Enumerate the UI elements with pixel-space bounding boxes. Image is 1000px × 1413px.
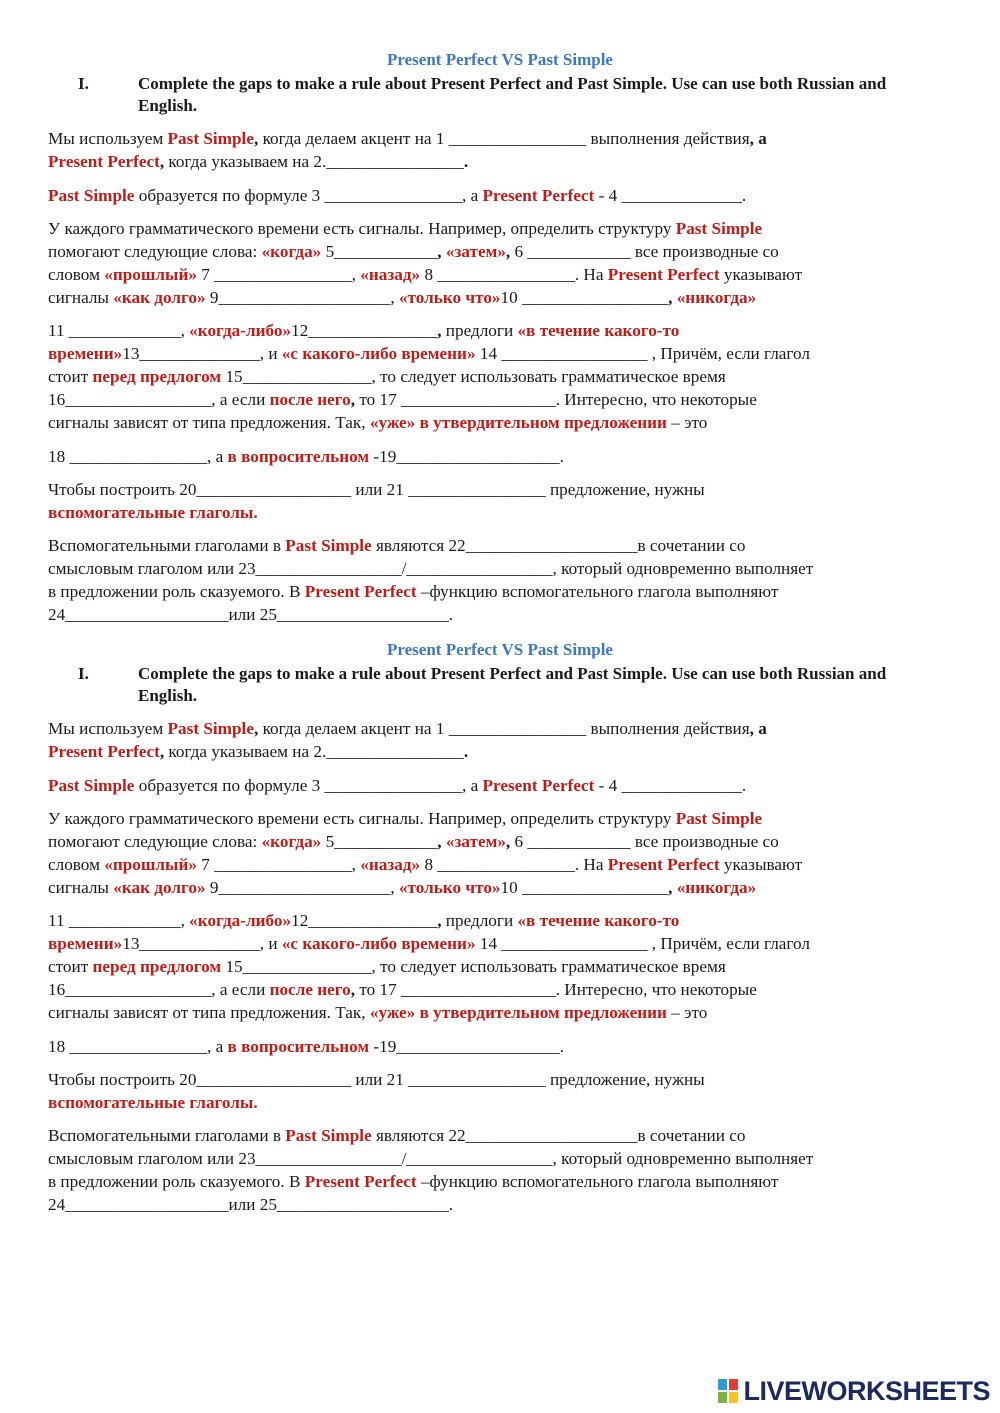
highlight-term: «как долго» <box>113 288 206 307</box>
text: 11 _____________, <box>48 911 190 930</box>
highlight-term: «назад» <box>360 265 421 284</box>
highlight-term: перед предлогом <box>92 957 222 976</box>
text-line <box>48 909 942 932</box>
highlight-term: Past Simple <box>285 536 372 555</box>
text: 5____________ <box>321 832 438 851</box>
paragraph-5 <box>0 445 1000 468</box>
logo-cube <box>717 1378 728 1391</box>
paragraph-6 <box>0 478 1000 524</box>
text: указывают <box>719 265 803 284</box>
paragraph-2 <box>0 184 1000 207</box>
highlight-term: в вопросительном <box>227 447 370 466</box>
text: сигналы <box>48 288 114 307</box>
bold-text: , <box>159 742 165 761</box>
text: 5____________ <box>321 242 438 261</box>
text: помогают следующие слова: <box>48 832 262 851</box>
text: 12_______________ <box>291 321 438 340</box>
highlight-term: «уже» в утвердительном предложении <box>369 1003 667 1022</box>
bold-text: , <box>159 152 165 171</box>
text: – это <box>666 413 708 432</box>
highlight-term: Present Perfect <box>48 742 160 761</box>
highlight-term: «никогда» <box>676 878 757 897</box>
text-line <box>48 501 942 524</box>
text-line <box>48 217 942 240</box>
instruction-text: Complete the gaps to make a rule about Present Perfect and Past Simple. Use can use both Russian and English. <box>138 664 887 705</box>
text: 14 _________________ , Причём, если глагол <box>475 934 810 953</box>
text: 7 ________________, <box>196 855 361 874</box>
highlight-term: «уже» в утвердительном предложении <box>369 413 667 432</box>
text: сигналы зависят от типа предложения. Так, <box>48 413 370 432</box>
logo-text: LIVEWORKSHEETS <box>743 1376 990 1406</box>
highlight-term: Past Simple <box>48 186 135 205</box>
text: –функцию вспомогательного глагола выполняют <box>416 582 779 601</box>
text: стоит <box>48 957 93 976</box>
text: когда указываем на 2.________________ <box>164 152 464 171</box>
text: стоит <box>48 367 93 386</box>
text-line <box>48 150 942 173</box>
text-line <box>48 534 942 557</box>
text: 10 _________________ <box>500 288 669 307</box>
text-line <box>48 603 942 626</box>
highlight-term: Past Simple <box>285 1126 372 1145</box>
text: 12_______________ <box>291 911 438 930</box>
text: образуется по формуле 3 ________________, а <box>134 186 483 205</box>
text: словом <box>48 855 105 874</box>
text-line <box>48 1068 942 1091</box>
text-line <box>48 580 942 603</box>
text-line <box>48 717 942 740</box>
highlight-term: Present Perfect <box>304 582 417 601</box>
paragraph-7 <box>0 1124 1000 1216</box>
text: У каждого грамматического времени есть сигналы. Например, определить структуру <box>48 219 676 238</box>
paragraph-2 <box>0 774 1000 797</box>
highlight-term: Past Simple <box>675 809 763 828</box>
text-line <box>48 1193 942 1216</box>
text: У каждого грамматического времени есть сигналы. Например, определить структуру <box>48 809 676 828</box>
bold-text: . <box>463 742 469 761</box>
text: Чтобы построить 20__________________ или 21 ________________ предложение, нужны <box>48 1070 705 1089</box>
instruction <box>78 663 942 707</box>
text-line <box>48 853 942 876</box>
text: сигналы <box>48 878 114 897</box>
text-line <box>48 1147 942 1170</box>
highlight-term: времени» <box>48 344 123 363</box>
text-line <box>48 1170 942 1193</box>
logo-cube <box>728 1378 739 1391</box>
highlight-term: вспомогательные глаголы. <box>48 503 258 522</box>
highlight-term: перед предлогом <box>92 367 222 386</box>
highlight-term: «только что» <box>398 878 501 897</box>
text-line <box>48 1091 942 1114</box>
bold-text: , <box>350 390 356 409</box>
text: 11 _____________, <box>48 321 190 340</box>
highlight-term: «назад» <box>360 855 421 874</box>
text: –функцию вспомогательного глагола выполняют <box>416 1172 779 1191</box>
text: 6 ____________ все производные со <box>510 242 779 261</box>
text-line <box>48 342 942 365</box>
text-line <box>48 1035 942 1058</box>
text-line <box>48 932 942 955</box>
bold-text: . <box>463 152 469 171</box>
text: 18 ________________, а <box>48 1037 228 1056</box>
text: 16_________________, а если <box>48 390 270 409</box>
text: словом <box>48 265 105 284</box>
highlight-term: «прошлый» <box>104 265 197 284</box>
text: Вспомогательными глаголами в <box>48 1126 286 1145</box>
text: Мы используем <box>48 719 168 738</box>
text: 15_______________, то следует использовать грамматическое время <box>221 957 726 976</box>
text: то 17 __________________. Интересно, что некоторые <box>355 390 757 409</box>
bold-text: , <box>437 321 442 340</box>
worksheet-title: Present Perfect VS Past Simple <box>387 50 613 69</box>
text: указывают <box>719 855 803 874</box>
highlight-term: Present Perfect <box>607 265 720 284</box>
text-line <box>48 388 942 411</box>
text-line <box>48 774 942 797</box>
highlight-term: «с какого-либо времени» <box>281 934 476 953</box>
text-line <box>48 830 942 853</box>
highlight-term: Present Perfect <box>482 186 595 205</box>
text: когда указываем на 2.________________ <box>164 742 464 761</box>
bold-text: , <box>668 288 673 307</box>
text-line <box>48 876 942 899</box>
text: 24___________________или 25____________________. <box>48 1195 454 1214</box>
text: сигналы зависят от типа предложения. Так, <box>48 1003 370 1022</box>
text: 9____________________, <box>205 878 399 897</box>
text: Вспомогательными глаголами в <box>48 536 286 555</box>
bold-text: , <box>253 719 259 738</box>
highlight-term: «затем» <box>445 832 506 851</box>
text-line <box>48 240 942 263</box>
paragraph-1 <box>0 127 1000 173</box>
bold-text: , <box>437 832 442 851</box>
highlight-term: Present Perfect <box>48 152 160 171</box>
instruction <box>78 73 942 117</box>
bold-text: , а <box>749 719 767 738</box>
text: 13______________, и <box>122 344 282 363</box>
text: в предложении роль сказуемого. В <box>48 582 305 601</box>
highlight-term: «затем» <box>445 242 506 261</box>
highlight-term: после него <box>269 390 351 409</box>
text-line <box>48 1001 942 1024</box>
paragraph-3 <box>0 807 1000 899</box>
text: 14 _________________ , Причём, если глагол <box>475 344 810 363</box>
highlight-term: «когда-либо» <box>189 911 292 930</box>
highlight-term: после него <box>269 980 351 999</box>
highlight-term: «в течение какого-то <box>517 321 680 340</box>
highlight-term: «с какого-либо времени» <box>281 344 476 363</box>
text: 10 _________________ <box>500 878 669 897</box>
text: 15_______________, то следует использовать грамматическое время <box>221 367 726 386</box>
bold-text: , <box>668 878 673 897</box>
worksheet-copy-1 <box>0 49 1000 626</box>
text: то 17 __________________. Интересно, что некоторые <box>355 980 757 999</box>
text: 18 ________________, а <box>48 447 228 466</box>
highlight-term: Past Simple <box>167 719 254 738</box>
highlight-term: Present Perfect <box>607 855 720 874</box>
bold-text: , <box>350 980 356 999</box>
text-line <box>48 184 942 207</box>
highlight-term: Past Simple <box>167 129 254 148</box>
bold-text: , <box>253 129 259 148</box>
instruction-number: I. <box>78 664 89 683</box>
bold-text: , <box>437 242 442 261</box>
instruction-text: Complete the gaps to make a rule about Present Perfect and Past Simple. Use can use both Russian and English. <box>138 74 887 115</box>
bold-text: , <box>437 911 442 930</box>
text: в предложении роль сказуемого. В <box>48 1172 305 1191</box>
highlight-term: в вопросительном <box>227 1037 370 1056</box>
highlight-term: «когда-либо» <box>189 321 292 340</box>
text-line <box>48 263 942 286</box>
text: помогают следующие слова: <box>48 242 262 261</box>
text: 7 ________________, <box>196 265 361 284</box>
text: Мы используем <box>48 129 168 148</box>
highlight-term: «когда» <box>261 242 322 261</box>
text-line <box>48 557 942 580</box>
text-line <box>48 445 942 468</box>
text: являются 22____________________в сочетании со <box>371 1126 746 1145</box>
text-line <box>48 978 942 1001</box>
paragraph-1 <box>0 717 1000 763</box>
text: 24___________________или 25____________________. <box>48 605 454 624</box>
text: когда делаем акцент на 1 ________________ выполнения действия <box>258 129 750 148</box>
text: 8 ________________. На <box>420 855 608 874</box>
text-line <box>48 411 942 434</box>
text: образуется по формуле 3 ________________, а <box>134 776 483 795</box>
text: 6 ____________ все производные со <box>510 832 779 851</box>
paragraph-4 <box>0 319 1000 434</box>
text: -19___________________. <box>369 1037 564 1056</box>
text: являются 22____________________в сочетании со <box>371 536 746 555</box>
worksheet-copy-2 <box>0 639 1000 1216</box>
text: 13______________, и <box>122 934 282 953</box>
highlight-term: «только что» <box>398 288 501 307</box>
logo-cubes-icon <box>717 1378 739 1404</box>
paragraph-5 <box>0 1035 1000 1058</box>
highlight-term: времени» <box>48 934 123 953</box>
text: – это <box>666 1003 708 1022</box>
text: Чтобы построить 20__________________ или 21 ________________ предложение, нужны <box>48 480 705 499</box>
text: - 4 ______________. <box>594 776 747 795</box>
text: - 4 ______________. <box>594 186 747 205</box>
highlight-term: «как долго» <box>113 878 206 897</box>
highlight-term: «никогда» <box>676 288 757 307</box>
text: предлоги <box>441 321 518 340</box>
highlight-term: «когда» <box>261 832 322 851</box>
text-line <box>48 127 942 150</box>
highlight-term: «в течение какого-то <box>517 911 680 930</box>
text-line <box>48 478 942 501</box>
text-line <box>48 740 942 763</box>
liveworksheets-logo[interactable] <box>717 1377 990 1405</box>
highlight-term: Past Simple <box>48 776 135 795</box>
text-line <box>48 319 942 342</box>
text: смысловым глаголом или 23_________________/_________________, который одновременно выполняет <box>48 1149 814 1168</box>
text-line <box>48 1124 942 1147</box>
paragraph-3 <box>0 217 1000 309</box>
paragraph-6 <box>0 1068 1000 1114</box>
highlight-term: Past Simple <box>675 219 763 238</box>
text-line <box>48 365 942 388</box>
paragraph-7 <box>0 534 1000 626</box>
bold-text: , а <box>749 129 767 148</box>
text-line <box>48 286 942 309</box>
highlight-term: Present Perfect <box>304 1172 417 1191</box>
logo-cube <box>728 1391 739 1404</box>
text: -19___________________. <box>369 447 564 466</box>
worksheet-title: Present Perfect VS Past Simple <box>387 640 613 659</box>
text: предлоги <box>441 911 518 930</box>
text-line <box>48 955 942 978</box>
highlight-term: Present Perfect <box>482 776 595 795</box>
logo-cube <box>717 1391 728 1404</box>
text: когда делаем акцент на 1 ________________ выполнения действия <box>258 719 750 738</box>
instruction-number: I. <box>78 74 89 93</box>
text: 16_________________, а если <box>48 980 270 999</box>
highlight-term: «прошлый» <box>104 855 197 874</box>
text-line <box>48 807 942 830</box>
bold-text: , <box>505 832 511 851</box>
text: 8 ________________. На <box>420 265 608 284</box>
highlight-term: вспомогательные глаголы. <box>48 1093 258 1112</box>
bold-text: , <box>505 242 511 261</box>
text: 9____________________, <box>205 288 399 307</box>
paragraph-4 <box>0 909 1000 1024</box>
text: смысловым глаголом или 23_________________/_________________, который одновременно выполняет <box>48 559 814 578</box>
